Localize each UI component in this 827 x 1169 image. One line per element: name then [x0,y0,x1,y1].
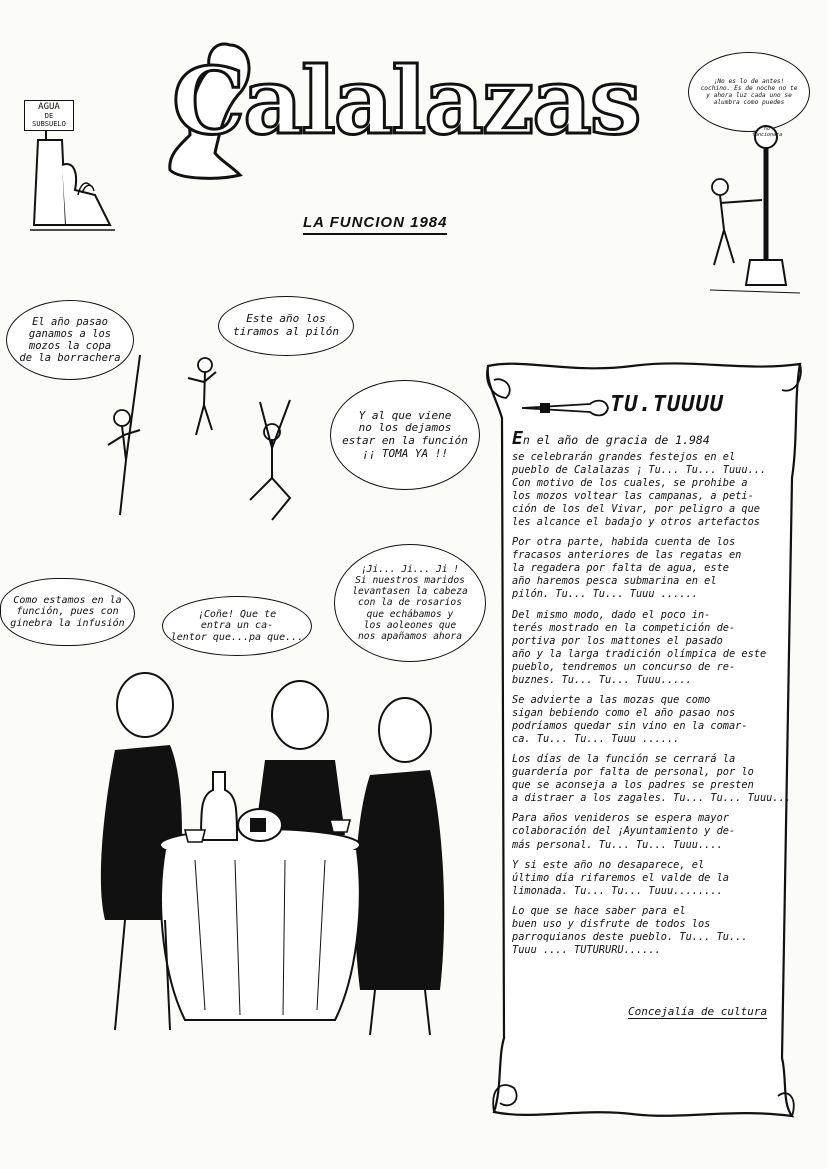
dancers-drawing [100,350,320,550]
scroll-paragraph-6: Para años venideros se espera mayor colaboración del ¡Ayuntamiento y de- más personal. Tu... Tu... Tuuu.... [512,812,736,851]
table-bubble-2-text: ¡Coñe! Que te entra un ca- lentor que...pa que... [170,608,304,643]
fountain-drawing [20,95,120,245]
lamp-post-man-drawing [690,115,810,305]
lamp-sign: no funcionara [752,126,783,138]
scroll-drop-cap: E [512,428,523,449]
scroll-paragraph-1 [512,428,794,529]
table-bubble-3-text: ¡Ji... Ji... Ji ! Si nuestros maridos levantasen la cabeza con la de rosarios que echábamos y los aoleones que nos apañamos ahora [352,564,468,642]
table-speech-bubble-3 [334,544,486,662]
scroll-paragraph-2: Por otra parte, habida cuenta de los fracasos anteriores de las regatas en la regadera por falta de agua, este año haremos pesca submarina en el pilón. Tu... Tu... Tuuu ...... [512,536,742,601]
dancer-bubble-2-text: Este año los tiramos al pilón [233,312,339,338]
water-sign-line1: AGUA [38,102,60,112]
dancer-bubble-3-text: Y al que viene no los dejamos estar en la función ¡¡ TOMA YA !! [342,408,468,460]
trumpet-icon [520,397,610,419]
water-sign-line2: DE [44,111,54,120]
table-speech-bubble-2 [162,596,312,656]
scroll-paragraph-7: Y si este año no desaparece, el último día rifaremos el valde de la limonada. Tu... Tu... Tuuu........ [512,858,729,897]
top-right-bubble-text: ¡No es lo de antes! cochino. Es de noche no te y ahora luz cada uno se alumbra como puedes [700,77,798,107]
scroll-body [512,428,794,964]
scroll-paragraph-5: Los días de la función se cerrará la guardería por falta de personal, por lo que se aconseja a los padres se presten a distraer a los zagales. Tu... Tu... Tuuu... [512,753,791,805]
scroll-paragraph-1-first-line: n el año de gracia de 1.984 [522,433,710,447]
dancer-bubble-1-text: El año pasao ganamos a los mozos la copa de la borrachera [19,315,121,365]
scroll-heading: TU.TUUUU [610,392,724,417]
scroll-signature: Concejalía de cultura [628,1005,768,1018]
scroll-paragraph-3: Del mismo modo, dado el poco in- terés mostrado en la competición de- portiva por los mattones el pasado año y la larga tradición olímpica de este pueblo, tendremos un concurso de re- buznes. Tu... Tu... Tuuu..... [512,608,767,686]
women-at-table-drawing [95,660,455,1040]
scroll-paragraph-8: Lo que se hace saber para el buen uso y disfrute de todos los parroquianos deste pueblo. Tu... Tu... Tuuu .... TUTURURU...... [512,904,748,956]
water-sign-line3: SUBSUELO [32,119,66,128]
dancer-speech-bubble-3 [330,380,480,490]
logo-title: Calalazas [172,47,640,155]
scroll-paragraph-4: Se advierte a las mozas que como sigan bebiendo como el año pasao nos podríamos quedar sin vino en la comar- ca. Tu... Tu... Tuuu ...... [512,693,748,746]
scroll-paragraph-1-rest: se celebrarán grandes festejos en el pueblo de Calalazas ¡ Tu... Tu... Tuuu... Con motivo de los cuales, se prohibe a los mozos voltear las campanas, a peti- ción de los del Vivar, por peligro a que les alcance el badajo y otros artefactos [512,450,767,529]
page-subtitle: LA FUNCION 1984 [303,214,447,235]
dancer-speech-bubble-2 [218,296,354,356]
table-speech-bubble-1 [0,578,135,646]
table-bubble-1-text: Como estamos en la función, pues con ginebra la infusión [10,594,125,629]
